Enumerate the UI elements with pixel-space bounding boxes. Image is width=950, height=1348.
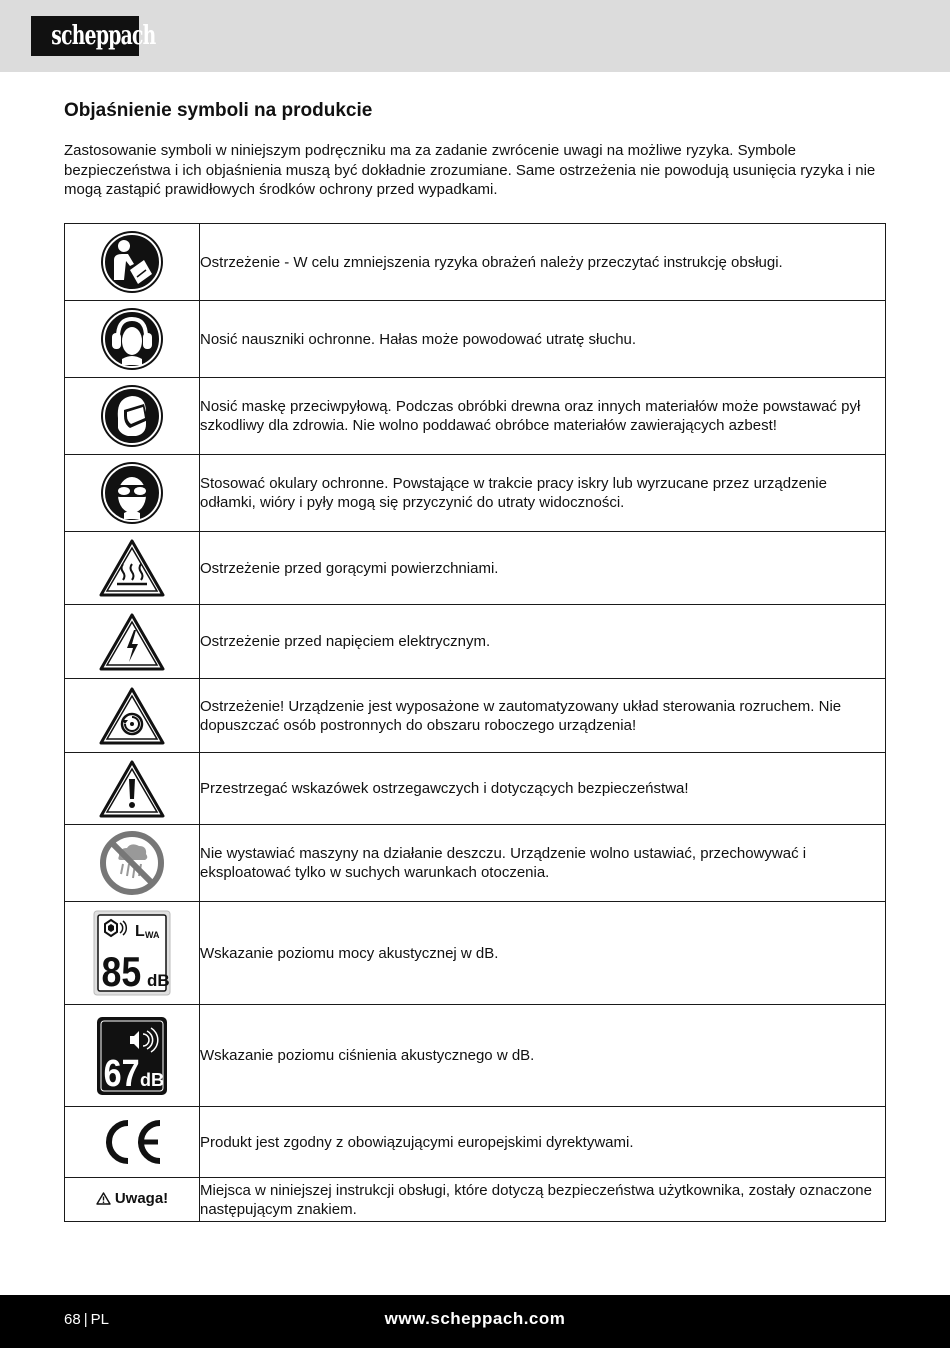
symbol-description: Ostrzeżenie - W celu zmniejszenia ryzyka obrażeń należy przeczytać instrukcję obsługi.: [200, 224, 886, 301]
table-row: [65, 1107, 886, 1178]
uwaga-label: [96, 1190, 168, 1207]
intro-paragraph: Zastosowanie symboli w niniejszym podręczniku ma za zadanie zwrócenie uwagi na możliwe ryzyka. Symbole bezpieczeństwa i ich objaśnienia muszą być dokładnie zrozumiane. Same ostrzeżenia nie powodują usunięcia ryzyka i nie mogą zastąpić prawidłowych środków ochrony przed wypadkami.: [64, 142, 876, 198]
dust-mask-icon: [100, 384, 164, 448]
table-row: [65, 455, 886, 532]
general-warning-icon: [98, 759, 166, 819]
table-row: [65, 902, 886, 1005]
brand-logo: [31, 16, 156, 56]
table-row: [65, 224, 886, 301]
symbol-description: Przestrzegać wskazówek ostrzegawczych i dotyczących bezpieczeństwa!: [200, 753, 886, 825]
ear-protection-icon: [100, 307, 164, 371]
read-manual-icon: [100, 230, 164, 294]
safety-goggles-icon: [100, 461, 164, 525]
sound-pressure-unit: dB: [140, 1069, 164, 1090]
table-row: [65, 378, 886, 455]
automatic-start-warning-icon: [98, 686, 166, 746]
table-row: [65, 753, 886, 825]
symbol-cell: [65, 902, 200, 1005]
sound-pressure-level-icon: [96, 1016, 168, 1096]
ce-mark-icon: [98, 1118, 166, 1166]
symbol-cell: [65, 605, 200, 679]
table-row: [65, 825, 886, 902]
no-rain-icon: [99, 830, 165, 896]
page-number: 68 | PL: [64, 1311, 109, 1328]
warning-triangle-icon: [96, 1192, 111, 1205]
symbol-description: Miejsca w niniejszej instrukcji obsługi, które dotyczą bezpieczeństwa użytkownika, zostały oznaczone następującym znakiem.: [200, 1178, 886, 1222]
table-row: [65, 1178, 886, 1222]
table-row: [65, 301, 886, 378]
sound-power-label: L: [135, 923, 145, 940]
symbol-cell: [65, 224, 200, 301]
symbol-description: Nosić maskę przeciwpyłową. Podczas obróbki drewna oraz innych materiałów może powstawać pył szkodliwy dla zdrowia. Nie wolno poddawać obróbce materiałów zawierających azbest!: [200, 378, 886, 455]
symbol-cell: [65, 378, 200, 455]
page-title: Objaśnienie symboli na produkcie: [64, 100, 373, 121]
sound-pressure-value: 67: [103, 1052, 140, 1095]
uwaga-text: Uwaga!: [114, 1189, 169, 1207]
hot-surface-warning-icon: [98, 538, 166, 598]
symbol-cell: [65, 455, 200, 532]
symbol-description: Ostrzeżenie przed gorącymi powierzchniami.: [200, 532, 886, 605]
symbol-description: Nie wystawiać maszyny na działanie deszczu. Urządzenie wolno ustawiać, przechowywać i eksploatować tylko w suchych warunkach otoczenia.: [200, 825, 886, 902]
sound-power-value: 85: [101, 949, 142, 996]
symbol-cell: [65, 1107, 200, 1178]
sound-power-unit: dB: [147, 971, 170, 990]
table-row: [65, 679, 886, 753]
symbol-cell: [65, 1178, 200, 1222]
symbol-description: Ostrzeżenie! Urządzenie jest wyposażone w zautomatyzowany układ sterowania rozruchem. Nie dopuszczać osób postronnych do obszaru roboczego urządzenia!: [200, 679, 886, 753]
symbol-description: Wskazanie poziomu ciśnienia akustycznego w dB.: [200, 1005, 886, 1107]
symbol-cell: [65, 753, 200, 825]
brand-logo-text: scheppach: [51, 21, 156, 51]
symbol-description: Stosować okulary ochronne. Powstające w trakcie pracy iskry lub wyrzucane przez urządzenie odłamki, wióry i pyły mogą się przyczynić do utraty widoczności.: [200, 455, 886, 532]
symbol-description: Ostrzeżenie przed napięciem elektrycznym.: [200, 605, 886, 679]
symbol-description: Wskazanie poziomu mocy akustycznej w dB.: [200, 902, 886, 1005]
symbol-cell: [65, 679, 200, 753]
symbol-cell: [65, 825, 200, 902]
page-number-value: 68: [64, 1311, 81, 1328]
sound-power-level-icon: [93, 910, 171, 996]
footer-url[interactable]: www.scheppach.com: [384, 1309, 566, 1328]
table-row: [65, 532, 886, 605]
table-row: [65, 605, 886, 679]
language-code: PL: [90, 1311, 109, 1328]
symbol-cell: [65, 532, 200, 605]
symbol-description: Produkt jest zgodny z obowiązującymi europejskimi dyrektywami.: [200, 1107, 886, 1178]
symbol-description: Nosić nauszniki ochronne. Hałas może powodować utratę słuchu.: [200, 301, 886, 378]
electric-voltage-warning-icon: [98, 612, 166, 672]
symbol-cell: [65, 1005, 200, 1107]
symbol-cell: [65, 301, 200, 378]
svg-text:WA: WA: [145, 930, 160, 940]
symbols-table: [64, 223, 886, 1222]
table-row: [65, 1005, 886, 1107]
